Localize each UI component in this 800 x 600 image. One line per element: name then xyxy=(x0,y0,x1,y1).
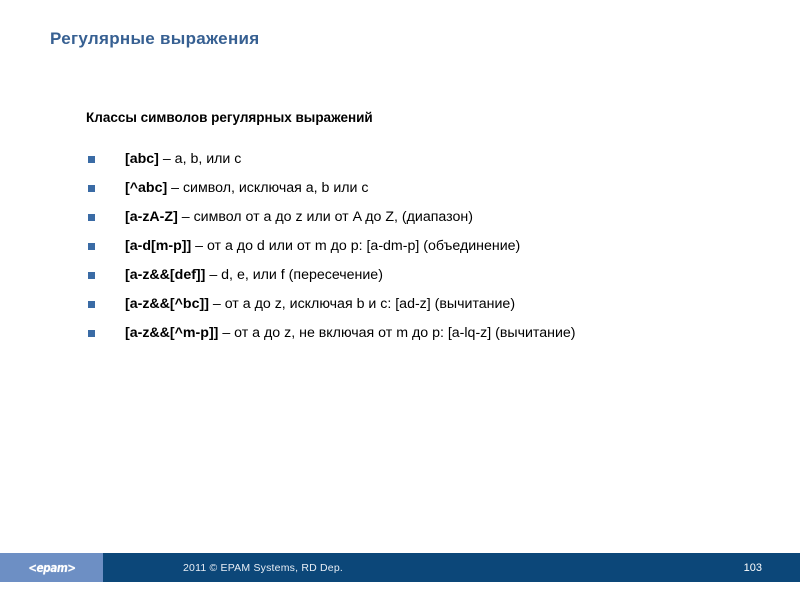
list-item xyxy=(86,323,718,345)
list-item xyxy=(86,178,718,200)
square-bullet-icon xyxy=(88,214,95,221)
footer-logo xyxy=(0,553,103,582)
list-item-code: [^abc] xyxy=(125,179,168,196)
square-bullet-icon xyxy=(88,272,95,279)
epam-logo-text: <epam> xyxy=(27,560,76,575)
square-bullet-icon xyxy=(88,243,95,250)
list-item-description: – символ, исключая a, b или c xyxy=(167,179,369,196)
list-item-code: [a-z&&[def]] xyxy=(125,266,206,283)
list-item-description: – d, e, или f (пересечение) xyxy=(205,266,383,283)
page-number: 103 xyxy=(743,561,762,574)
list-item-code: [a-z&&[^bc]] xyxy=(125,295,209,312)
list-item xyxy=(86,207,718,229)
list-item xyxy=(86,294,718,316)
square-bullet-icon xyxy=(88,156,95,163)
footer-copyright: 2011 © EPAM Systems, RD Dep. xyxy=(183,561,343,574)
page-title: Регулярные выражения xyxy=(50,29,260,48)
list-item-code: [abc] xyxy=(125,150,159,167)
list-item-code: [a-zA-Z] xyxy=(125,208,178,225)
list-item-description: – a, b, или c xyxy=(158,150,242,167)
list-item-description: – от a до z, исключая b и c: [ad-z] (вычитание) xyxy=(208,295,516,312)
square-bullet-icon xyxy=(88,301,95,308)
bullet-list xyxy=(86,149,718,345)
list-item-code: [a-z&&[^m-p]] xyxy=(125,324,219,341)
content-subtitle: Классы символов регулярных выражений xyxy=(86,110,373,125)
list-item xyxy=(86,149,718,171)
list-item xyxy=(86,265,718,287)
slide-content xyxy=(86,110,718,344)
list-item-description: – от a до z, не включая от m до p: [a-lq-z] (вычитание) xyxy=(218,324,576,341)
square-bullet-icon xyxy=(88,330,95,337)
list-item-description: – от a до d или от m до p: [a-dm-p] (объединение) xyxy=(191,237,521,254)
list-item xyxy=(86,236,718,258)
list-item-code: [a-d[m-p]] xyxy=(125,237,192,254)
slide-footer xyxy=(0,553,800,582)
list-item-description: – символ от a до z или от A до Z, (диапазон) xyxy=(177,208,473,225)
square-bullet-icon xyxy=(88,185,95,192)
footer-bar xyxy=(0,553,800,582)
